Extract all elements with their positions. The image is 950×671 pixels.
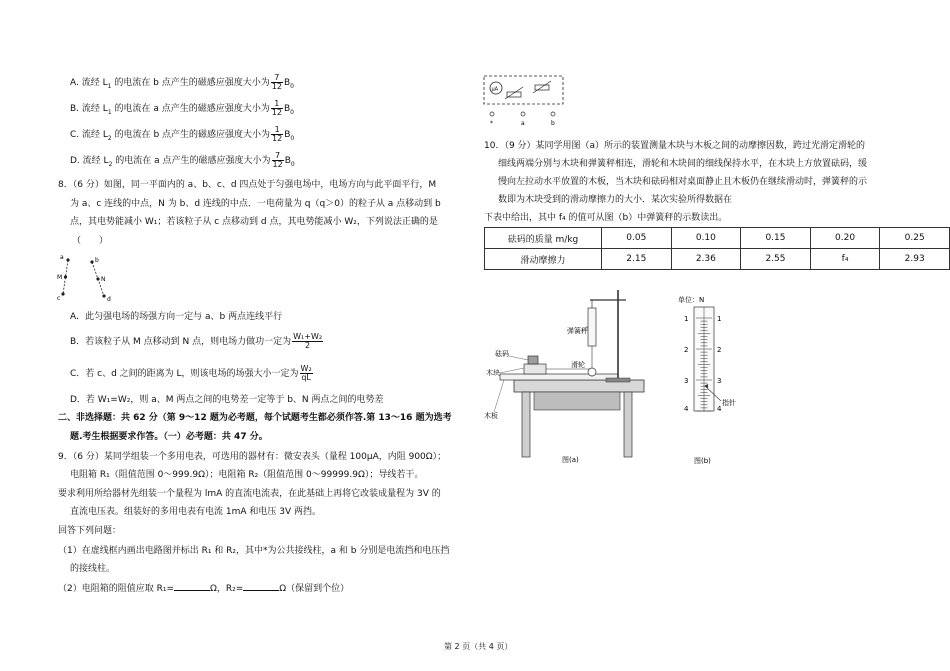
q9-line-7: 的接线柱。 [70, 564, 116, 574]
terminal-a-label: a [521, 120, 525, 127]
q7-option-b: B. 流经 $L_1$ 的电流在 a 点产生的磁感应强度大小为 $\frac{1}{12}$ $B_0$ [70, 99, 294, 117]
weight [528, 356, 538, 364]
unit-label: 单位：N [678, 296, 705, 304]
label-b: b [95, 257, 99, 264]
table-cell: 0.20 [810, 228, 880, 249]
tick-right-4: 4 [717, 405, 722, 413]
q9-line-2: 电阻箱 R₁（阻值范围 0～999.9Ω）；电阻箱 R₂（阻值范围 0～99999.9Ω）；导线若干。 [70, 470, 424, 480]
table-cell: 0.10 [671, 228, 741, 249]
terminal-a [521, 112, 525, 116]
label-n: N [101, 276, 106, 283]
wood-block [524, 364, 546, 374]
tick-left-1: 1 [684, 315, 689, 323]
q8-option-b: B．若该粒子从 M 点移动到 N 点，则电场力做功一定为 $\frac{\text{W₁+W₂}}{2}$ [70, 332, 323, 350]
table-leg-right [624, 392, 632, 457]
table-cell: 0.25 [880, 228, 950, 249]
microammeter-label: μA [491, 86, 499, 93]
q10-line-4: 数即为木块受到的滑动摩擦力的大小．某次实验所得数据在 [498, 195, 733, 205]
label-board: 木板 [484, 412, 498, 420]
q8-option-c: C．若 c、d 之间的距离为 L，则该电场的场强大小一定为 $\frac{\text{W₂}}{qL}$ [70, 364, 312, 382]
friction-data-table [484, 227, 950, 270]
resistor-box-2-icon [535, 85, 549, 90]
terminal-star-label: * [490, 120, 493, 127]
q8-stem-line-4: （ ） [72, 236, 109, 246]
q8-option-d: D．若 W₁=W₂，则 a、M 两点之间的电势差一定等于 b、N 两点之间的电势差 [70, 395, 384, 405]
q10-line-3: 慢向左拉动水平放置的木板，当木块和砝码相对桌面静止且木板仍在继续滑动时，弹簧秤的示 [498, 177, 868, 187]
q8-stem-line-1: 8．（6 分）如图，同一平面内的 a、b、c、d 四点处于匀强电场中，电场方向与此平面平行，M [58, 180, 437, 190]
pointer-label: 指针 [722, 399, 736, 407]
tick-left-3: 3 [684, 377, 689, 385]
leader-weight [509, 356, 528, 360]
spring-scale [588, 308, 596, 346]
q9-line-6: （1）在虚线框内画出电路图并标出 R₁ 和 R₂，其中*为公共接线柱，a 和 b 分别是电流挡和电压挡 [58, 546, 450, 556]
table-row-mass [485, 228, 950, 249]
leader-block [500, 368, 524, 373]
point-a [66, 258, 69, 261]
q10-line-1: 10．（9 分）某同学用图（a）所示的装置测量木块与木板之间的动摩擦因数，跨过光滑定滑轮的 [484, 141, 866, 151]
section-2-heading-line-2: 题.考生根据要求作答。（一）必考题：共 47 分。 [70, 432, 268, 442]
q7-option-a: A. 流经 $L_1$ 的电流在 b 点产生的磁感应强度大小为 $\frac{7}{12}$ $B_0$ [70, 73, 294, 91]
tick-right-2: 2 [717, 346, 722, 354]
tick-right-1: 1 [717, 315, 722, 323]
q8-field-figure [55, 254, 115, 304]
q9-line-5: 回答下列问题： [58, 526, 122, 536]
wood-board [500, 374, 618, 380]
table-cell: 0.15 [741, 228, 811, 249]
label-c: c [57, 295, 61, 302]
point-n [96, 277, 99, 280]
tick-left-4: 4 [684, 405, 689, 413]
spring-scale-figure-b [672, 293, 752, 465]
q10-line-2: 细线两端分别与木块和弹簧秤相连，滑轮和木块间的细线保持水平，在木块上方放置砝码，缓 [498, 159, 868, 169]
label-weight: 砝码 [495, 350, 509, 358]
table-cell: 2.36 [671, 249, 741, 270]
tick-right-3: 3 [717, 377, 722, 385]
label-block: 木块 [486, 369, 500, 377]
tick-left-2: 2 [684, 346, 689, 354]
answer-blank-r2[interactable] [243, 581, 279, 591]
label-spring-scale: 弹簧秤 [567, 327, 588, 335]
point-b [90, 260, 93, 263]
label-a: a [60, 254, 64, 261]
table-header-friction: 滑动摩擦力 [485, 249, 602, 270]
terminal-b [551, 112, 555, 116]
point-d [102, 294, 105, 297]
q9-line-1: 9．（6 分）某同学组装一个多用电表，可选用的器材有：微安表头（量程 100μA，内阻 900Ω）； [58, 452, 447, 462]
q9-part-2: （2）电阻箱的阻值应取 R₁= Ω，R₂= Ω（保留到个位） [58, 581, 349, 595]
section-2-heading-line-1: 二、非选择题：共 62 分（第 9～12 题为必考题，每个试题考生都必须作答.第 13～16 题为选考 [58, 413, 452, 423]
table-row-friction [485, 249, 950, 270]
q9-line-3: 要求利用所给器材先组装一个量程为 lmA 的直流电流表，在此基础上再将它改装成量程为 3V 的 [58, 489, 441, 499]
circuit-dashed-box[interactable] [483, 75, 565, 127]
stand-base [606, 378, 630, 382]
resistor-2-arrow-icon [533, 81, 551, 93]
page-footer: 第 2 页（共 4 页） [444, 642, 513, 651]
apparatus-figure-a [478, 280, 658, 465]
point-c [61, 292, 64, 295]
table-header-mass: 砝码的质量 m/kg [485, 228, 602, 249]
point-m [64, 275, 67, 278]
table-cell: 2.15 [601, 249, 671, 270]
q9-line-4: 直流电压表。组装好的多用电表有电流 1mA 和电压 3V 两挡。 [70, 507, 321, 517]
label-m: M [57, 274, 63, 281]
q7-option-d: D. 流经 $L_2$ 的电流在 a 点产生的磁感应强度大小为 $\frac{7}{12}$ $B_0$ [70, 151, 295, 169]
figure-b-caption: 图(b) [694, 457, 711, 465]
figure-a-caption: 图(a) [562, 456, 579, 464]
label-d: d [107, 296, 111, 303]
table-cell: 2.55 [741, 249, 811, 270]
table-cell: f₄ [810, 249, 880, 270]
q8-option-a: A．此匀强电场的场强方向一定与 a、b 两点连线平行 [70, 312, 283, 322]
table-leg-left [522, 392, 530, 457]
table-apron [534, 392, 620, 410]
terminal-common [490, 112, 494, 116]
table-cell: 0.05 [601, 228, 671, 249]
q8-stem-line-3: 点，其电势能减小 W₁；若该粒子从 c 点移动到 d 点，其电势能减小 W₂，下列说法正确的是 [70, 217, 438, 227]
leader-board [494, 380, 504, 412]
q7-option-c: C. 流经 $L_2$ 的电流在 b 点产生的磁感应强度大小为 $\frac{1}{12}$ $B_0$ [70, 125, 295, 143]
q8-stem-line-2: 为 a、c 连线的中点，N 为 b、d 连线的中点．一电荷量为 q（q＞0）的粒子从 a 点移动到 b [70, 199, 441, 209]
table-cell: 2.93 [880, 249, 950, 270]
label-pulley: 滑轮 [571, 361, 585, 369]
q10-line-5: 下表中给出，其中 f₄ 的值可从图（b）中弹簧秤的示数读出。 [484, 213, 728, 223]
terminal-b-label: b [551, 120, 555, 127]
answer-blank-r1[interactable] [174, 581, 210, 591]
